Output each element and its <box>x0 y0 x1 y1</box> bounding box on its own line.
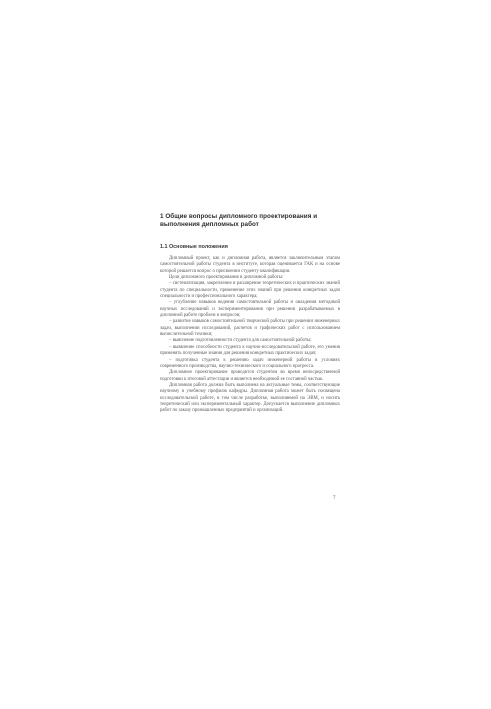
paragraph: Дипломная работа должна быть выполнена на актуальные темы, соответствующие научному и учебному профилю кафедры. Дипломная работа может быть посвящена исследовательской работе, в том числе разработке, выполняемой на ЭВМ, и носить теоретический или экспериментальный характер. Допускается выполнение дипломных работ по заказу промышленных предприятий и организаций. <box>160 382 340 414</box>
body-text <box>160 256 340 415</box>
paragraph: – развитие навыков самостоятельной творческой работы при решении инженерных задач, выполнении исследований, расчетов и графических работ с использованием вычислительной техники; <box>160 319 340 338</box>
paragraph: Цели дипломного проектирования и дипломной работы: <box>169 275 284 281</box>
paragraph: – систематизация, закрепление и расширение теоретических и практических знаний студента по специальности, применение этих знаний при решении конкретных задач специальности и профессионального характера; <box>160 281 340 300</box>
page-number: 7 <box>333 496 336 501</box>
section-title: 1.1 Основные положения <box>160 244 228 250</box>
paragraph: – выяснение подготовленности студента для самостоятельной работы; <box>169 338 312 344</box>
page-content <box>160 213 340 415</box>
paragraph: Дипломный проект, как и дипломная работа, является заключительным этапом самостоятельной работы студента в институте, которая оценивается ГАК и на основе которой решается вопрос о присвоении студенту квалификации. <box>160 256 340 274</box>
paragraph: Дипломное проектирование проводится студентом во время непосредственной подготовки к итоговой аттестации и является необходимой ее составной частью. <box>160 370 340 382</box>
paragraph: – выявление способности студента к научно-исследовательской работе, его умения применять полученные знания для решения конкретных практических задач; <box>160 344 340 357</box>
paragraph: – углубление навыков ведения самостоятельной работы и овладения методикой научных исследований и экспериментирования при решении разрабатываемых в дипломной работе проблем и вопросов; <box>160 300 340 319</box>
chapter-title: 1 Общие вопросы дипломного проектирования и выполнения дипломных работ <box>160 213 318 228</box>
paragraph: – подготовка студента к решению задач инженерной работы в условиях современного производства, научно-технического и социального прогресса. <box>160 357 340 369</box>
